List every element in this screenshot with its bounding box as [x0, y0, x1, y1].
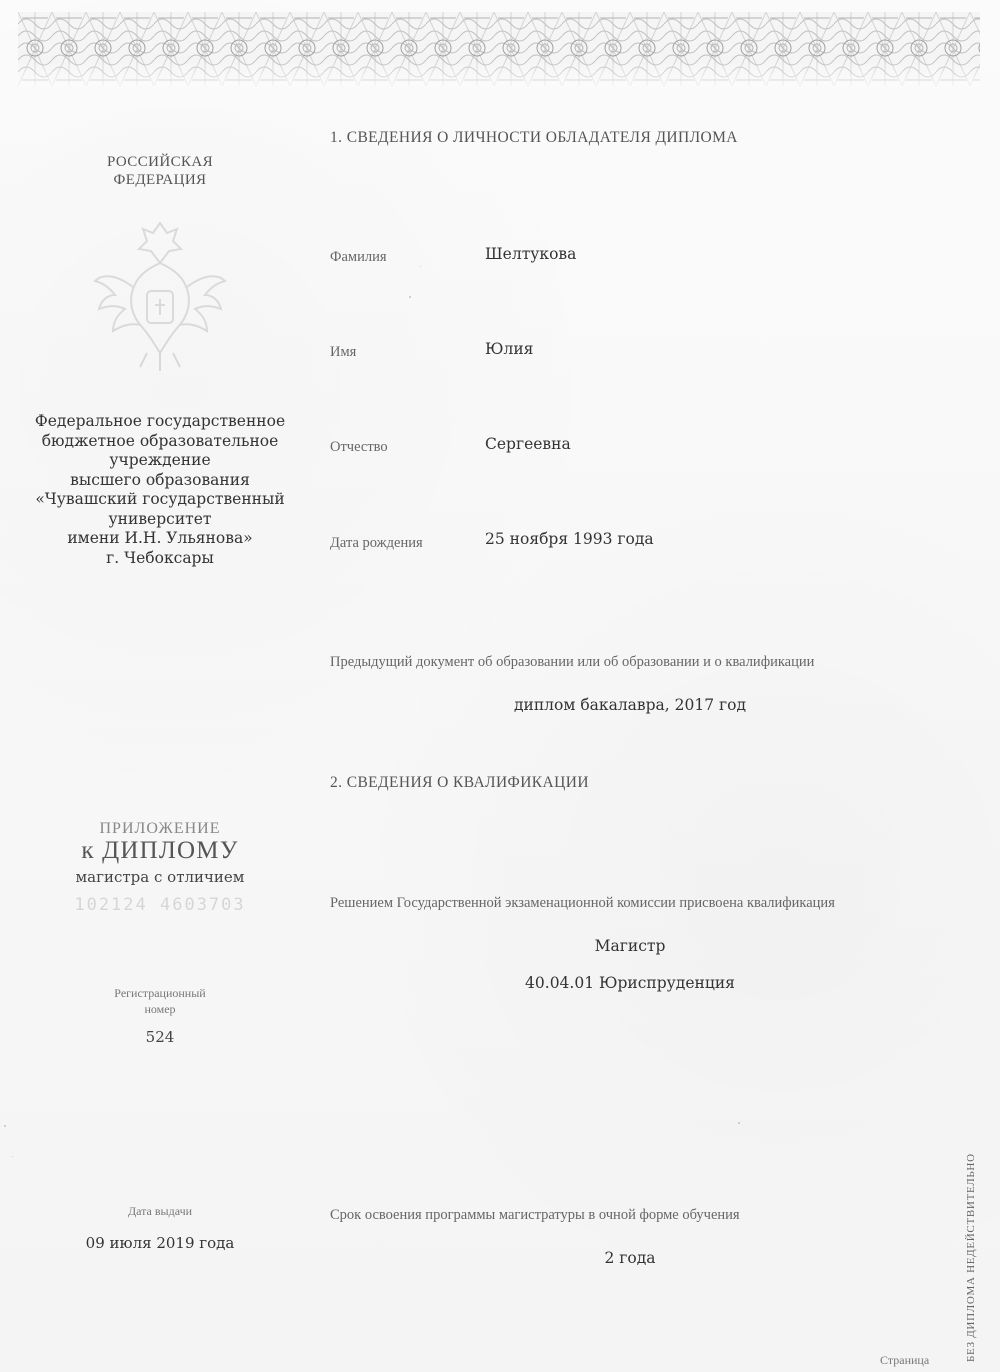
vertical-note-text: БЕЗ ДИПЛОМА НЕДЕЙСТВИТЕЛЬНО: [965, 1153, 977, 1362]
duration-value: 2 года: [604, 1249, 656, 1267]
surname-label: Фамилия: [330, 249, 387, 265]
appendix-line-3: магистра с отличием: [75, 868, 245, 886]
first-name-value: Юлия: [485, 340, 534, 358]
previous-document-value: диплом бакалавра, 2017 год: [513, 696, 747, 714]
previous-document-label: Предыдущий документ об образовании или об образовании и о квалификации: [330, 654, 815, 670]
vertical-note: [931, 1070, 1000, 1370]
organization-line-6: университет: [108, 509, 212, 528]
appendix-title: [30, 818, 290, 886]
birth-date-label: Дата рождения: [330, 535, 423, 551]
organization-line-7: имени И.Н. Ульянова»: [67, 529, 253, 547]
qualification-value: Магистр: [594, 937, 666, 955]
country-name: [30, 153, 290, 189]
appendix-line-2: к ДИПЛОМУ: [81, 837, 239, 864]
registration-number: 524: [145, 1028, 175, 1046]
page-footer: Страница: [880, 1353, 930, 1367]
organization-line-3: учреждение: [109, 451, 211, 469]
first-name-label: Имя: [330, 344, 357, 360]
organization-line-4: высшего образования: [70, 470, 250, 489]
registration-label-line-1: Регистрационный: [114, 986, 206, 1000]
organization-line-8: г. Чебоксары: [106, 548, 214, 567]
serial-number: 102124 4603703: [74, 895, 246, 915]
organization-line-5: «Чувашский государственный: [35, 490, 285, 508]
patronymic-value: Сергеевна: [485, 435, 571, 453]
registration-label: [30, 985, 290, 1017]
paper-speck: [4, 1125, 6, 1127]
program-value: 40.04.01 Юриспруденция: [525, 974, 735, 992]
coat-of-arms-icon: [85, 215, 235, 380]
issue-date: 09 июля 2019 года: [85, 1234, 235, 1252]
appendix-line-1: ПРИЛОЖЕНИЕ: [99, 820, 221, 837]
surname-value: Шелтукова: [485, 245, 577, 263]
country-line-1: РОССИЙСКАЯ: [106, 154, 214, 170]
organization-line-2: бюджетное образовательное: [41, 431, 279, 450]
patronymic-label: Отчество: [330, 439, 388, 455]
country-line-2: ФЕДЕРАЦИЯ: [113, 172, 207, 188]
section-2-heading: 2. СВЕДЕНИЯ О КВАЛИФИКАЦИИ: [330, 774, 589, 791]
duration-label: Срок освоения программы магистратуры в очной форме обучения: [330, 1207, 740, 1223]
paper-speck: [409, 296, 411, 298]
registration-label-line-2: номер: [144, 1002, 176, 1016]
organization-line-1: Федеральное государственное: [34, 412, 286, 430]
organization-name: [30, 412, 290, 568]
paper-speck: [420, 266, 421, 267]
issue-date-label: Дата выдачи: [127, 1204, 193, 1218]
section-1-heading: 1. СВЕДЕНИЯ О ЛИЧНОСТИ ОБЛАДАТЕЛЯ ДИПЛОМА: [330, 129, 738, 146]
paper-speck: [12, 1156, 13, 1157]
qualification-decision-text: Решением Государственной экзаменационной комиссии присвоена квалификация: [330, 895, 835, 911]
paper-speck: [738, 1122, 740, 1124]
birth-date-value: 25 ноября 1993 года: [485, 530, 654, 548]
left-panel: [30, 0, 290, 1372]
main-content: [330, 0, 950, 1372]
